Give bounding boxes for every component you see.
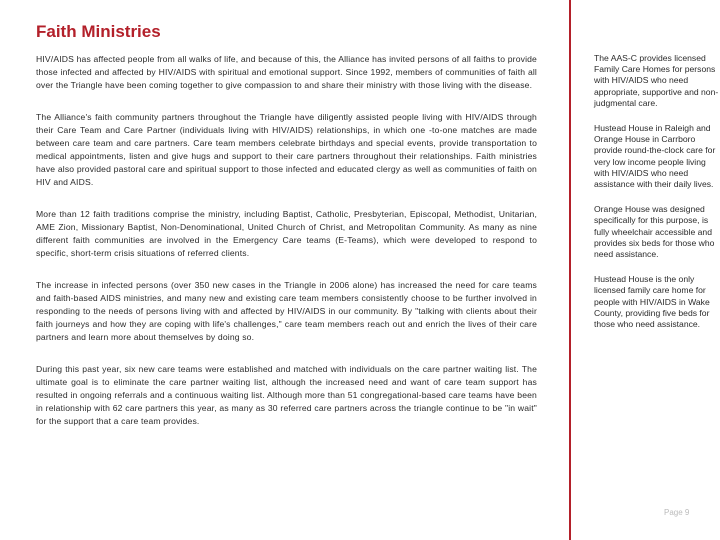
- paragraph-intro: HIV/AIDS has affected people from all walks of life, and because of this, the Alliance has invited persons of all faiths to provide those infected and affected by HIV/AIDS with spiritual and emotional support. Since 1992, members of communities of faith all over the Triangle have been coming together to give compassion to and share their ministry with those living with the disease.: [36, 54, 537, 90]
- sidebar-note-hustead-house: Hustead House is the only licensed family care home for people with HIV/AIDS in Wake County, providing five beds for those who need assistance.: [594, 274, 710, 330]
- page-number: Page 9: [664, 508, 690, 517]
- page-title: Faith Ministries: [36, 22, 161, 41]
- sidebar-note-family-care: The AAS-C provides licensed Family Care Homes for persons with HIV/AIDS who need appropriate, supportive and non-judgmental care.: [594, 53, 719, 108]
- sidebar-note-orange-house: Orange House was designed specifically for this purpose, is fully wheelchair accessible and provides six beds for those who need assistance.: [594, 204, 715, 260]
- paragraph-past-year: During this past year, six new care teams were established and matched with individuals on the care partner waiting list. The ultimate goal is to eliminate the care partner waiting list, although the increased need and want of care team support has resulted in ongoing referrals and a continuous waiting list. Although more than 51 congregational-based care teams have been in relationship with 62 care partners this year, as many as 30 referred care partners across the triangle continue to be "in wait" for the support that a care team provides.: [36, 364, 537, 426]
- sidebar: [594, 53, 720, 344]
- vertical-divider: [569, 0, 571, 540]
- paragraph-faith-traditions: More than 12 faith traditions comprise the ministry, including Baptist, Catholic, Presbyterian, Episcopal, Methodist, Unitarian, AME Zion, Missionary Baptist, Non-Denominational, United Church of Christ, and Metropolitan Community. As many as nine different faith communities are involved in the Emergency Care teams (E-Teams), which were developed to respond to specific, short-term crisis situations of referred clients.: [36, 209, 537, 258]
- paragraph-increase: The increase in infected persons (over 350 new cases in the Triangle in 2006 alone) has increased the need for care teams and faith-based AIDS ministries, and many new and existing care team members consistently choose to be further involved in responding to the needs of persons living with and affected by HIV/AIDS in our community. By "talking with clients about their faith journeys and how they are coping with life's challenges," care team members reach out and enrich the lives of their care partners and learn more about themselves by doing so.: [36, 280, 537, 342]
- main-text-column: [36, 53, 537, 447]
- paragraph-care-teams: The Alliance's faith community partners throughout the Triangle have diligently assisted people living with HIV/AIDS through their Care Team and Care Partner (individuals living with HIV/AIDS) relationships, in which one -to-one matches are made between care team and care partners. Care team members celebrate birthdays and special events, provide transportation to medical appointments, listen and give hugs and support to their care partners throughout their relationships. Faith ministries have also provided pastoral care and spiritual support to those infected and educated clergy as well as communities of faith on HIV and AIDS.: [36, 112, 537, 187]
- sidebar-note-hustead-orange: Hustead House in Raleigh and Orange House in Carrboro provide round-the-clock care for very low income people living with HIV/AIDS who need assistance with their daily lives.: [594, 123, 716, 190]
